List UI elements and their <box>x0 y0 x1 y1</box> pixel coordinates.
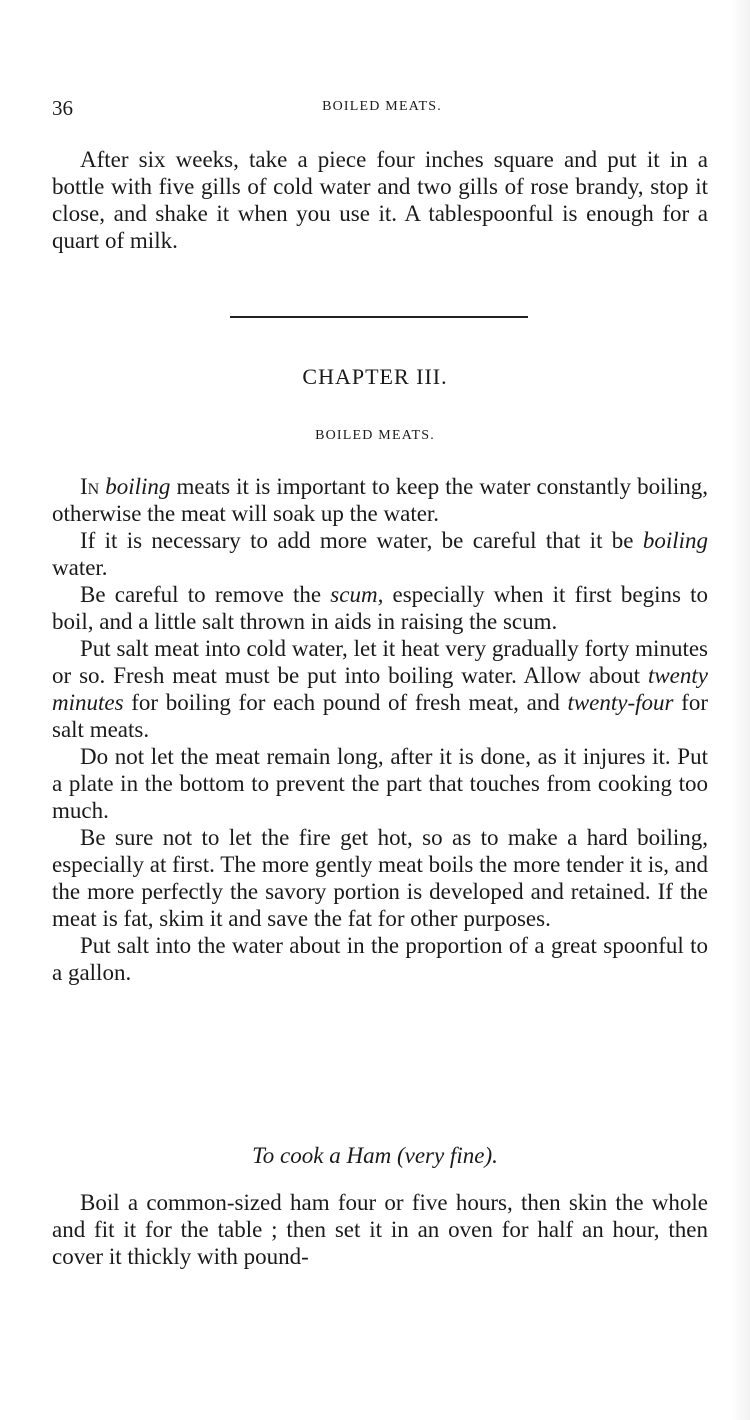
recipe-body <box>52 1189 708 1270</box>
page-edge-shadow <box>730 0 750 1420</box>
continued-text-block <box>52 146 708 254</box>
p3-text-a: Be careful to remove the <box>80 582 331 607</box>
recipe-title-a: To cook a Ham ( <box>252 1143 405 1168</box>
p3-text-b: especially when it first begins to boil, and a little salt thrown in aids in raising the scum. <box>52 582 709 634</box>
emphasis-twenty-minutes: twenty minutes <box>52 663 708 715</box>
recipe-title-b: very fine <box>404 1143 485 1168</box>
emphasis-twenty-four: twenty-four <box>567 690 674 715</box>
paragraph-remain-long: Do not let the meat remain long, after it is done, as it injures it. Put a plate in the bottom to prevent the part that touches from cooking too much. <box>52 744 708 823</box>
continued-paragraph: After six weeks, take a piece four inches square and put it in a bottle with five gills of cold water and two gills of rose brandy, stop it close, and shake it when you use it. A tablespoonful is enough for a quart of milk. <box>52 147 708 253</box>
paragraph-boiling <box>52 473 708 527</box>
chapter-heading: CHAPTER III. <box>302 364 448 389</box>
p4-text-c: for salt meats. <box>52 690 708 742</box>
paragraph-scum <box>52 581 708 635</box>
paragraph-fire: Be sure not to let the fire get hot, so as to make a hard boiling, especially at first. The more gently meat boils the more tender it is, and the more perfectly the savory portion is developed and retained. If the meat is fat, skim it and save the fat for other purposes. <box>52 825 708 931</box>
p4-text-a: Put salt meat into cold water, let it heat very gradually forty minutes or so. Fresh meat must be put into boiling water. Allow about <box>52 636 708 688</box>
section-rule <box>230 316 528 318</box>
running-head <box>52 96 712 122</box>
emphasis-boiling: boiling <box>105 474 171 499</box>
p2-text-a: If it is necessary to add more water, be careful that it be <box>80 528 643 553</box>
recipe-paragraph: Boil a common-sized ham four or five hours, then skin the whole and fit it for the table ; then set it in an oven for half an hour, then cover it thickly with pound- <box>52 1190 708 1269</box>
p4-text-b: for boiling for each pound of fresh meat, and <box>123 690 568 715</box>
paragraph-more-water <box>52 527 708 581</box>
chapter-subheading: BOILED MEATS. <box>315 428 435 443</box>
emphasis-scum: scum, <box>330 582 384 607</box>
p1-text: meats it is important to keep the water constantly boiling, otherwise the meat will soak up the water. <box>52 474 709 526</box>
emphasis-boiling-water: boiling <box>642 528 708 553</box>
paragraph-salt-proportion: Put salt into the water about in the proportion of a great spoonful to a gallon. <box>52 933 708 985</box>
page-number: 36 <box>52 96 73 120</box>
recipe-title <box>0 1143 750 1169</box>
chapter-body <box>52 473 708 986</box>
paragraph-salt-meat <box>52 635 708 743</box>
recipe-title-c: ). <box>484 1143 498 1168</box>
initial-word: In <box>80 474 100 499</box>
running-title: BOILED MEATS. <box>322 99 442 114</box>
p2-text-b: water. <box>52 555 108 580</box>
